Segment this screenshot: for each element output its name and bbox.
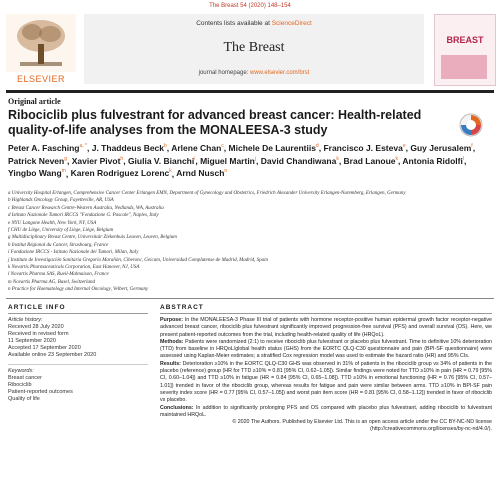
author-affiliation-marker[interactable]: b <box>164 143 167 149</box>
journal-info-box <box>84 14 424 84</box>
methods-text: Patients were randomized (2:1) to receive ribociclib plus fulvestrant or placebo plus fulvestrant. Time to definitive 10% deterioration (TTD) from baseline in HRQoL/global health status (GHS) from the EORTC QLQ-C30 questionnaire and pain (BPI-SF questionnaire) were assessed using Kaplan-Meier estimates; a stratified Cox regression model was used to estimate the hazard ratio (HR) and 95% CIs. <box>160 338 492 360</box>
affiliation-item: f CHU de Liège, University of Liège, Liège, Belgium <box>8 228 114 234</box>
affiliation-item: a University Hospital Erlangen, Comprehensive Cancer Center Erlangen EMN, Department of Gynecology and Obstetrics, Friedrich Alexander University Erlangen-Nuremberg, Erlangen, Germany <box>8 191 406 196</box>
keyword: Patient-reported outcomes <box>8 389 73 395</box>
results-label: Results: <box>160 360 181 367</box>
author-affiliation-marker[interactable]: k <box>395 155 398 162</box>
author-affiliation-marker[interactable]: d <box>315 143 319 149</box>
purpose-label: Purpose: <box>160 317 183 323</box>
history-line: 11 September 2020 <box>8 338 56 344</box>
author-affiliation-marker[interactable]: g <box>64 155 68 162</box>
affiliation-item: j Instituto de Investigación Sanitaria Gregorio Marañón, Ciberonc, Geicam, Universidad Complutense de Madrid, Madrid, Spain <box>8 257 269 263</box>
author-name-text: Michele De Laurentiis <box>228 142 316 153</box>
author-name-text: Peter A. Fasching <box>8 142 80 153</box>
author-name-text: J. Thaddeus Beck <box>91 142 165 153</box>
author-name-text: David Chandiwana <box>260 155 337 166</box>
article-info-column <box>8 304 148 403</box>
author-affiliation-marker[interactable]: k <box>169 168 172 175</box>
keywords-label: Keywords: <box>8 364 148 375</box>
homepage-line <box>84 70 424 76</box>
affiliation-item: h Institut Régional du Cancer, Strasbourg, France <box>8 242 109 248</box>
purpose-text: In the MONALEESA-3 Phase III trial of patients with hormone receptor-positive human epidermal growth factor receptor-negative advanced breast cancer, ribociclib plus fulvestrant significantly improved progression-free survival (PFS) and overall survival (OS). Here, we present patient-reported outcomes from the trial, including health-related quality of life (HRQoL). <box>160 317 492 338</box>
author-name[interactable] <box>71 168 172 178</box>
author-affiliation-marker[interactable]: l <box>462 155 464 162</box>
results-text: Deterioration ≥10% in the EORTC QLQ-C30 GHS was observed in 31% of patients in the ribociclib group vs 34% of patients in the placebo (reference) group (HR for TTD ≥10% = 0.81 [95% CI, 0.62–1.05]). Similar findings were noted for TTD ≥10% in pain (HR = 0.79 [95% CI, 0.60–1.04]) and TTD ≥10% in fatigue (HR = 0.84 [95% CI, 0.65–1.08]). TTD ≥10% in emotional functioning (HR = 0.76 [95% CI, 0.57–1.01]) trended in favor of the ribociclib group, whereas results for fatigue and pain were similar between arms. TTD ≥10% in BPI-SF pain severity index score (HR = 0.77 [95% CI, 0.57–1.05]) and worst pain item score (HR = 0.81 [95% CI, 0.58–1.12]) trended in favor of ribociclib vs placebo. <box>160 360 492 404</box>
header-divider <box>6 90 494 93</box>
author-affiliation-marker[interactable]: m <box>61 168 66 175</box>
author-name-text: Francisco J. Esteva <box>323 142 403 153</box>
author-name-text: Miguel Martin <box>200 155 255 166</box>
author-name[interactable] <box>72 156 123 166</box>
history-line: Accepted 17 September 2020 <box>8 345 81 351</box>
methods-label: Methods: <box>160 338 184 345</box>
history-line: Available online 23 September 2020 <box>8 352 97 358</box>
author-name[interactable] <box>92 143 167 153</box>
journal-title: The Breast <box>223 40 285 55</box>
abstract-text <box>160 317 492 434</box>
homepage-link[interactable]: www.elsevier.com/brst <box>250 70 310 76</box>
affiliation-item: d Istituto Nazionale Tumori IRCCS "Fondazione G. Pascale", Naples, Italy <box>8 213 159 219</box>
affiliation-item: b Highlands Oncology Group, Fayetteville, AR, USA <box>8 198 114 204</box>
author-affiliation-marker[interactable]: a, * <box>79 143 87 149</box>
affiliation-item: l Novartis Pharma SAS, Rueil-Malmaison, France <box>8 272 109 278</box>
journal-cover-thumbnail <box>434 14 496 86</box>
journal-header <box>6 14 494 84</box>
cover-title: BREAST <box>446 35 484 45</box>
author-name-text: Guy Jerusalem <box>410 142 472 153</box>
author-name-text: Patrick Neven <box>8 155 65 166</box>
author-name[interactable] <box>402 156 464 166</box>
author-name-text: Brad Lanoue <box>343 155 396 166</box>
author-list: Peter A. Fasching$^{a, *}$, J. Thaddeus Beck$^b$, Arlene Chan$^c$, Michele De Laurentiis$^d$, Francisco J. Esteva$^e$, Guy Jerusalem$^f$, Patrick Neven$^g$, Xavier Pivot$^h$, Giulia V. Bianchi$^i$, Miguel Martin$^j$, David Chandiwana$^k$, Brad Lanoue$^k$, Antonia Ridolfi$^l$, Yingbo Wang$^m$, Karen Rodriguez Lorenc$^k$, Arnd Nusch$^n$ <box>8 142 476 179</box>
author-name-text: Yingbo Wang <box>8 168 62 179</box>
author-name[interactable] <box>200 156 256 166</box>
homepage-prefix: journal homepage: <box>198 70 250 76</box>
author-affiliation-marker[interactable]: j <box>254 155 256 162</box>
check-for-updates-icon[interactable] <box>458 112 484 138</box>
article-history-label: Article history: <box>8 317 43 323</box>
conclusions-label: Conclusions: <box>160 404 194 411</box>
keyword: Breast cancer <box>8 375 42 381</box>
author-name[interactable] <box>176 168 227 178</box>
affiliation-item: k Novartis Pharmaceuticals Corporation, East Hanover, NJ, USA <box>8 265 140 271</box>
affiliation-item: m Novartis Pharma AG, Basel, Switzerland <box>8 279 95 285</box>
affiliation-item: n Practice for Haematology and Internal Oncology, Velbert, Germany <box>8 287 149 293</box>
history-line: Received in revised form <box>8 331 69 337</box>
author-name[interactable] <box>323 143 405 153</box>
history-line: Received 28 July 2020 <box>8 324 64 330</box>
author-name[interactable] <box>229 143 319 153</box>
affiliation-list <box>8 190 488 294</box>
affiliation-item: i Fondazione IRCCS - Istituto Nazionale dei Tumori, Milan, Italy <box>8 250 139 256</box>
author-name[interactable] <box>171 143 224 153</box>
author-affiliation-marker[interactable]: c <box>221 143 224 149</box>
author-name-text: Arlene Chan <box>171 142 222 153</box>
author-name-text: Arnd Nusch <box>176 168 225 179</box>
abstract-column <box>160 304 492 434</box>
section-divider <box>6 298 494 299</box>
author-name[interactable] <box>261 156 339 166</box>
author-name-text: Giulia V. Bianchi <box>127 155 195 166</box>
author-name-text: Antonia Ridolfi <box>402 155 463 166</box>
author-name-text: Xavier Pivot <box>71 155 121 166</box>
affiliation-item: c Breast Cancer Research Centre-Western Australia, Nedlands, WA, Australia <box>8 205 164 211</box>
author-name[interactable] <box>410 143 472 153</box>
article-info-heading: ARTICLE INFO <box>8 304 148 314</box>
author-affiliation-marker[interactable]: n <box>224 168 228 175</box>
affiliation-item: g Multidisciplinary Breast Centre, Universitair Ziekenhuis Leuven, Leuven, Belgium <box>8 235 177 241</box>
sciencedirect-link[interactable]: ScienceDirect <box>271 20 312 27</box>
author-name-text: Karen Rodriguez Lorenc <box>70 168 170 179</box>
copyright-text: © 2020 The Authors. Published by Elsevier Ltd. This is an open access article under the CC BY-NC-ND license (http://creativecommons.org/licenses/by-nc-nd/4.0/). <box>232 419 492 433</box>
journal-citation: The Breast 54 (2020) 148–154 <box>209 3 291 9</box>
abstract-heading: ABSTRACT <box>160 304 492 314</box>
affiliation-item: e NYU Langone Health, New York, NY, USA <box>8 220 97 226</box>
author-name[interactable] <box>8 168 66 178</box>
author-name[interactable] <box>8 156 67 166</box>
publisher-name: ELSEVIER <box>16 74 66 84</box>
author-affiliation-marker[interactable]: h <box>120 155 124 162</box>
contents-line <box>84 20 424 27</box>
author-affiliation-marker[interactable]: f <box>471 143 473 149</box>
author-name[interactable] <box>128 156 195 166</box>
author-name[interactable] <box>344 156 398 166</box>
conclusions-text: In addition to significantly prolonging PFS and OS compared with placebo plus fulvestrant, adding ribociclib to fulvestrant maintained HRQoL. <box>160 404 492 418</box>
keyword: Ribociclib <box>8 382 32 388</box>
article-type: Original article <box>8 97 61 106</box>
keyword: Quality of life <box>8 396 40 402</box>
article-title: Ribociclib plus fulvestrant for advanced breast cancer: Health-related quality-of-life analyses from the MONALEESA-3 study <box>8 108 422 137</box>
contents-prefix: Contents lists available at <box>196 20 272 27</box>
cover-decoration <box>441 55 487 79</box>
author-affiliation-marker[interactable]: i <box>194 155 196 162</box>
author-name[interactable] <box>8 143 87 153</box>
author-affiliation-marker[interactable]: k <box>336 155 339 162</box>
author-affiliation-marker[interactable]: e <box>402 143 406 149</box>
